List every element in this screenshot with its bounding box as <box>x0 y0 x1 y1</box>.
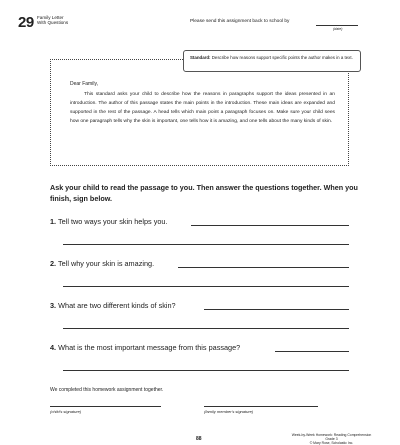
family-signature-line[interactable] <box>204 406 318 407</box>
answer-line[interactable] <box>178 267 349 268</box>
title-line-1: Family Letter <box>37 15 64 20</box>
question-text: What is the most important message from this passage? <box>58 343 241 352</box>
section-title <box>37 15 77 26</box>
question-text: What are two different kinds of skin? <box>58 301 176 310</box>
date-label: (date) <box>333 27 343 31</box>
answer-line[interactable] <box>204 309 349 310</box>
credit-line-2: © Mary Rose, Scholastic Inc. <box>309 441 354 445</box>
question-number: 4. <box>50 343 57 352</box>
answer-line[interactable] <box>63 328 349 329</box>
date-line[interactable] <box>316 25 358 26</box>
question-3 <box>50 301 176 310</box>
completed-statement: We completed this homework assignment together. <box>50 387 164 393</box>
letter-greeting: Dear Family, <box>70 81 98 87</box>
question-text: Tell why your skin is amazing. <box>58 259 155 268</box>
credit-line-1: Week-by-Week Homework: Reading Comprehension Grade 3 <box>291 433 372 442</box>
question-number: 3. <box>50 301 57 310</box>
question-number: 1. <box>50 217 57 226</box>
child-signature-label: (child's signature) <box>50 409 82 414</box>
letter-body <box>70 90 335 126</box>
footer-credit <box>289 433 374 445</box>
letter-body-text: This standard asks your child to describe how the reasons in paragraphs support the ideas presented in an introduction. The author of this passage states the main points in the introduction. These main ideas are expanded and supported in the rest of the passage. A head tells which main point a paragraph focuses on. Make sure your child sees how one paragraph tells why the skin is important, one tells how it is amazing, and one tells about the many kinds of skin. <box>70 92 335 124</box>
answer-line[interactable] <box>275 351 349 352</box>
child-signature-line[interactable] <box>50 406 161 407</box>
question-2 <box>50 259 154 268</box>
standard-box <box>183 50 361 72</box>
question-text: Tell two ways your skin helps you. <box>58 217 168 226</box>
family-signature-label: (family member's signature) <box>204 409 254 414</box>
answer-line[interactable] <box>63 286 349 287</box>
page-number: 29 <box>18 14 34 31</box>
send-back-text: Please send this assignment back to school by <box>190 19 290 24</box>
instructions: Ask your child to read the passage to you. Then answer the questions together. When you finish, sign below. <box>50 183 358 203</box>
standard-label: Standard: <box>190 55 211 60</box>
answer-line[interactable] <box>63 370 349 371</box>
title-line-2: With Questions <box>37 20 69 26</box>
question-1 <box>50 217 168 226</box>
question-number: 2. <box>50 259 57 268</box>
standard-text: Describe how reasons support specific points the author makes in a text. <box>211 55 353 60</box>
footer-page-number: 88 <box>196 436 202 442</box>
answer-line[interactable] <box>63 244 349 245</box>
question-4 <box>50 343 240 352</box>
answer-line[interactable] <box>191 225 349 226</box>
